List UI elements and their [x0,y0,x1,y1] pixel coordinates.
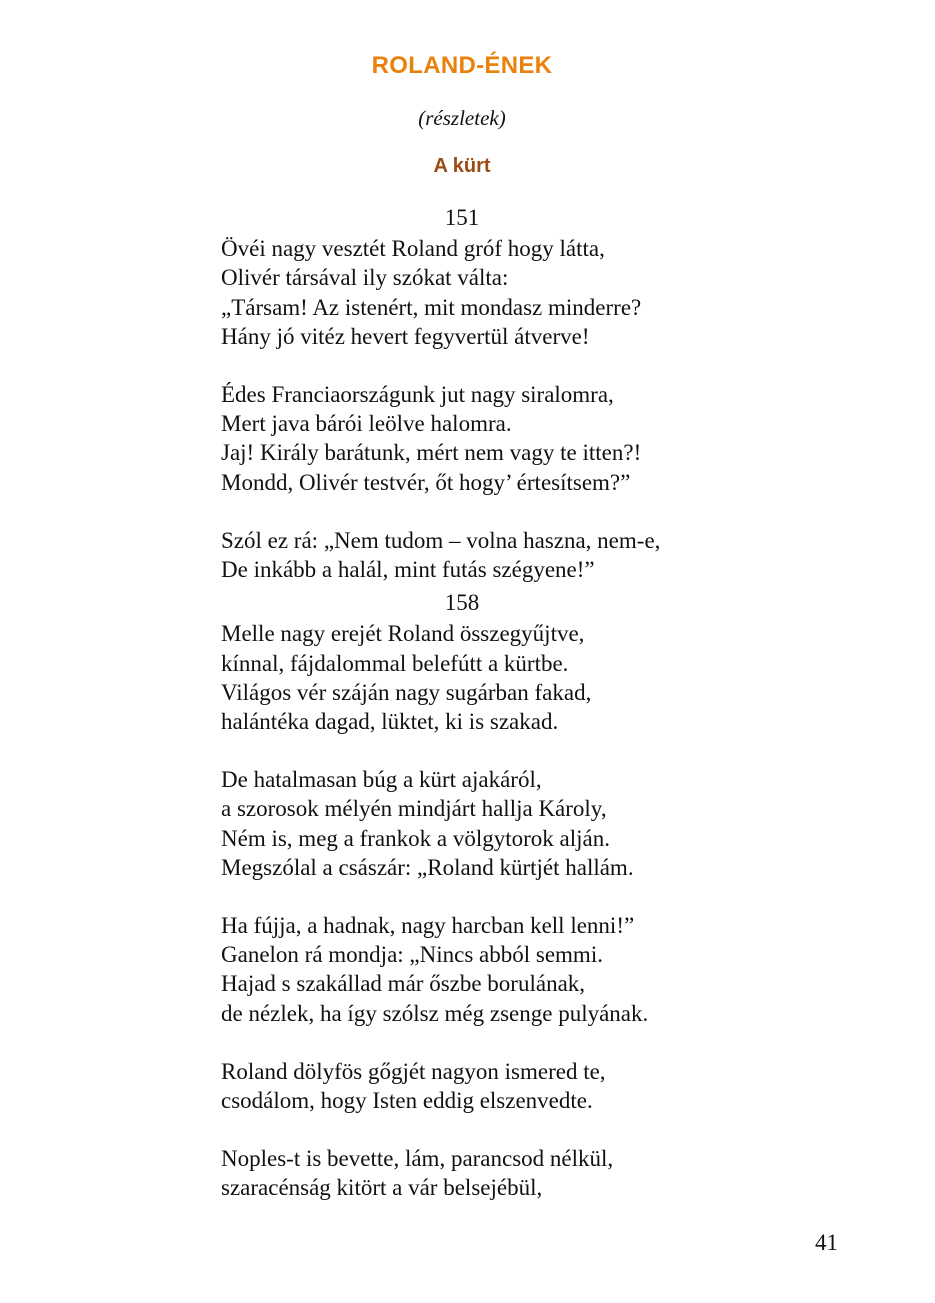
verse-line: Hány jó vitéz hevert fegyvertül átverve! [221,323,590,349]
verse-line: Hajad s szakállad már őszbe borulának, [221,971,586,997]
verse-line: Olivér társával ily szókat válta: [221,265,509,291]
verse-line: Mondd, Olivér testvér, őt hogy’ értesítsem?” [221,469,631,495]
canto-number: 158 [444,590,480,616]
verse-line: „Társam! Az istenért, mit mondasz minderre? [221,294,642,320]
verse-line: Ganelon rá mondja: „Nincs abból semmi. [221,942,603,968]
verse-line: Világos vér száján nagy sugárban fakad, [221,679,592,705]
verse-line: Édes Franciaországunk jut nagy siralomra, [221,382,614,408]
verse-line: a szorosok mélyén mindjárt hallja Károly, [221,796,607,822]
verse-line: de nézlek, ha így szólsz még zsenge pulyának. [221,1000,649,1026]
poem-subtitle: (részletek) [418,106,506,130]
stanza [221,380,841,497]
stanza [221,1144,841,1202]
stanza [221,526,841,584]
page-number: 41 [815,1230,838,1255]
verse-line: kínnal, fájdalommal belefútt a kürtbe. [221,650,569,676]
verse-line: Mert java bárói leölve halomra. [221,411,512,437]
verse-line: csodálom, hogy Isten eddig elszenvedte. [221,1088,593,1114]
verse-line: szaracénság kitört a vár belsejébül, [221,1175,543,1201]
verse-line: De inkább a halál, mint futás szégyene!” [221,557,595,583]
verse-line: Övéi nagy vesztét Roland gróf hogy látta, [221,236,605,262]
section-heading: A kürt [433,155,491,177]
stanza [221,911,841,1028]
verse-line: De hatalmasan búg a kürt ajakáról, [221,767,542,793]
verse-line: Jaj! Király barátunk, mért nem vagy te itten?! [221,440,642,466]
poem-title: ROLAND-ÉNEK [371,52,553,79]
stanza [221,234,841,351]
verse-line: Melle nagy erejét Roland összegyűjtve, [221,621,585,647]
verse-line: Ha fújja, a hadnak, nagy harcban kell lenni!” [221,913,635,939]
verse-line: Szól ez rá: „Nem tudom – volna haszna, nem-e, [221,527,661,553]
stanza [221,1057,841,1115]
stanza [221,765,841,882]
verse-line: Megszólal a császár: „Roland kürtjét hallám. [221,854,634,880]
verse-line: halántéka dagad, lüktet, ki is szakad. [221,709,559,735]
verse-line: Ném is, meg a frankok a völgytorok alján. [221,825,610,851]
stanza [221,619,841,736]
verse-line: Noples-t is bevette, lám, parancsod nélkül, [221,1146,614,1172]
poem-body [221,203,841,1232]
canto-number: 151 [444,205,480,230]
verse-line: Roland dölyfös gőgjét nagyon ismered te, [221,1058,606,1084]
